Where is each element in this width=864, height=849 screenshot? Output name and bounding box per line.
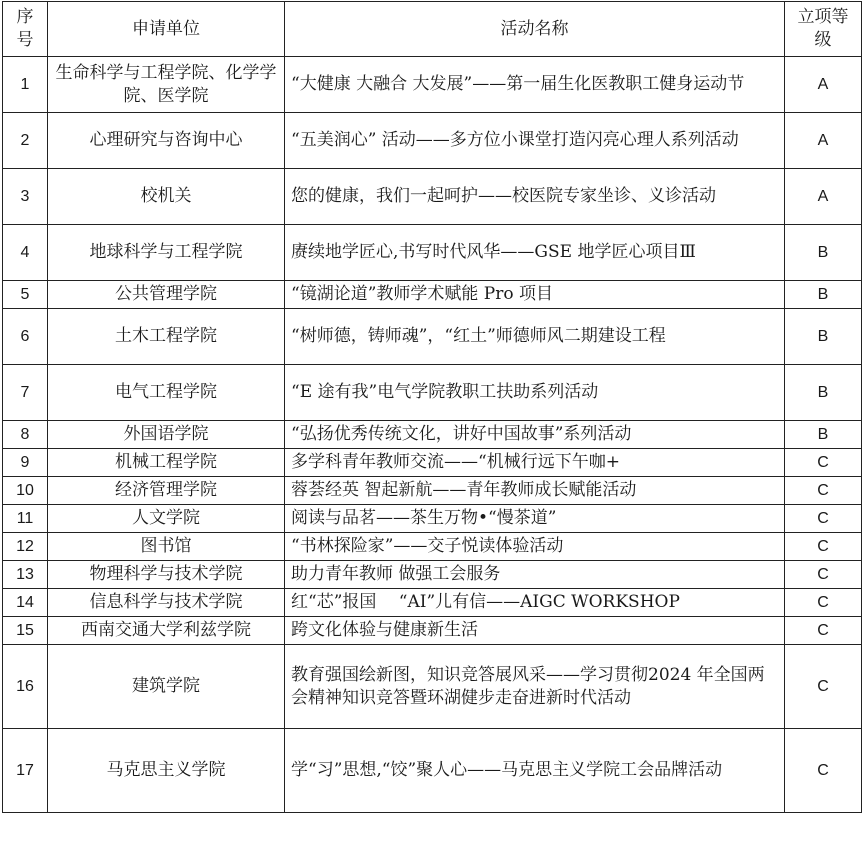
row-level: A (785, 169, 862, 225)
table-row (3, 729, 862, 813)
row-unit: 人文学院 (48, 505, 285, 533)
row-level: A (785, 57, 862, 113)
row-seq: 15 (3, 617, 48, 645)
header-activity: 活动名称 (285, 2, 785, 57)
row-unit: 公共管理学院 (48, 281, 285, 309)
row-level: A (785, 113, 862, 169)
row-activity: “镜湖论道”教师学术赋能 Pro 项目 (285, 281, 785, 309)
row-unit: 经济管理学院 (48, 477, 285, 505)
table-row (3, 309, 862, 365)
row-level: C (785, 617, 862, 645)
row-seq: 16 (3, 645, 48, 729)
row-unit: 电气工程学院 (48, 365, 285, 421)
row-activity: 跨文化体验与健康新生活 (285, 617, 785, 645)
row-activity: 教育强国绘新图，知识竞答展风采——学习贯彻2024 年全国两会精神知识竞答暨环湖健步走奋进新时代活动 (285, 645, 785, 729)
table-row (3, 421, 862, 449)
row-seq: 7 (3, 365, 48, 421)
table-row (3, 281, 862, 309)
table-row (3, 589, 862, 617)
row-seq: 14 (3, 589, 48, 617)
table-row (3, 169, 862, 225)
table-row (3, 617, 862, 645)
table-row (3, 477, 862, 505)
row-activity: 阅读与品茗——茶生万物•“慢茶道” (285, 505, 785, 533)
row-level: C (785, 729, 862, 813)
row-level: B (785, 309, 862, 365)
row-level: B (785, 365, 862, 421)
row-seq: 9 (3, 449, 48, 477)
row-activity: “书林探险家”——交子悦读体验活动 (285, 533, 785, 561)
row-seq: 3 (3, 169, 48, 225)
table-row (3, 225, 862, 281)
row-seq: 17 (3, 729, 48, 813)
row-seq: 6 (3, 309, 48, 365)
row-seq: 13 (3, 561, 48, 589)
row-activity: 赓续地学匠心,书写时代风华——GSE 地学匠心项目Ⅲ (285, 225, 785, 281)
table-row (3, 449, 862, 477)
row-seq: 1 (3, 57, 48, 113)
table-row (3, 505, 862, 533)
row-level: C (785, 589, 862, 617)
header-row (3, 2, 862, 57)
row-unit: 西南交通大学利兹学院 (48, 617, 285, 645)
row-activity: “五美润心” 活动——多方位小课堂打造闪亮心理人系列活动 (285, 113, 785, 169)
row-unit: 物理科学与技术学院 (48, 561, 285, 589)
row-activity: “大健康 大融合 大发展”——第一届生化医教职工健身运动节 (285, 57, 785, 113)
table-row (3, 645, 862, 729)
row-unit: 校机关 (48, 169, 285, 225)
table-row (3, 113, 862, 169)
row-activity: “树师德，铸师魂”，“红土”师德师风二期建设工程 (285, 309, 785, 365)
row-level: C (785, 561, 862, 589)
table-row (3, 365, 862, 421)
row-activity: “弘扬优秀传统文化，讲好中国故事”系列活动 (285, 421, 785, 449)
row-activity: 学“习”思想,“饺”聚人心——马克思主义学院工会品牌活动 (285, 729, 785, 813)
project-table (2, 1, 862, 813)
row-level: C (785, 449, 862, 477)
row-unit: 土木工程学院 (48, 309, 285, 365)
row-seq: 4 (3, 225, 48, 281)
row-activity: “E 途有我”电气学院教职工扶助系列活动 (285, 365, 785, 421)
row-seq: 12 (3, 533, 48, 561)
header-unit: 申请单位 (48, 2, 285, 57)
row-level: C (785, 505, 862, 533)
table-row (3, 533, 862, 561)
row-seq: 8 (3, 421, 48, 449)
row-level: C (785, 645, 862, 729)
row-unit: 信息科学与技术学院 (48, 589, 285, 617)
header-level: 立项等级 (785, 2, 862, 57)
row-level: C (785, 477, 862, 505)
row-seq: 2 (3, 113, 48, 169)
row-level: B (785, 225, 862, 281)
row-activity: 红“芯”报国 “AI”儿有信——AIGC WORKSHOP (285, 589, 785, 617)
row-activity: 您的健康，我们一起呵护——校医院专家坐诊、义诊活动 (285, 169, 785, 225)
row-activity: 蓉荟经英 智起新航——青年教师成长赋能活动 (285, 477, 785, 505)
row-unit: 机械工程学院 (48, 449, 285, 477)
row-unit: 建筑学院 (48, 645, 285, 729)
row-unit: 地球科学与工程学院 (48, 225, 285, 281)
row-unit: 外国语学院 (48, 421, 285, 449)
row-unit: 图书馆 (48, 533, 285, 561)
table-row (3, 561, 862, 589)
row-seq: 10 (3, 477, 48, 505)
row-unit: 生命科学与工程学院、化学学院、医学院 (48, 57, 285, 113)
row-seq: 5 (3, 281, 48, 309)
row-activity: 多学科青年教师交流——“机械行远下午咖+ (285, 449, 785, 477)
row-seq: 11 (3, 505, 48, 533)
row-unit: 心理研究与咨询中心 (48, 113, 285, 169)
row-unit: 马克思主义学院 (48, 729, 285, 813)
header-seq: 序号 (3, 2, 48, 57)
row-level: C (785, 533, 862, 561)
row-level: B (785, 281, 862, 309)
table-row (3, 57, 862, 113)
row-activity: 助力青年教师 做强工会服务 (285, 561, 785, 589)
row-level: B (785, 421, 862, 449)
